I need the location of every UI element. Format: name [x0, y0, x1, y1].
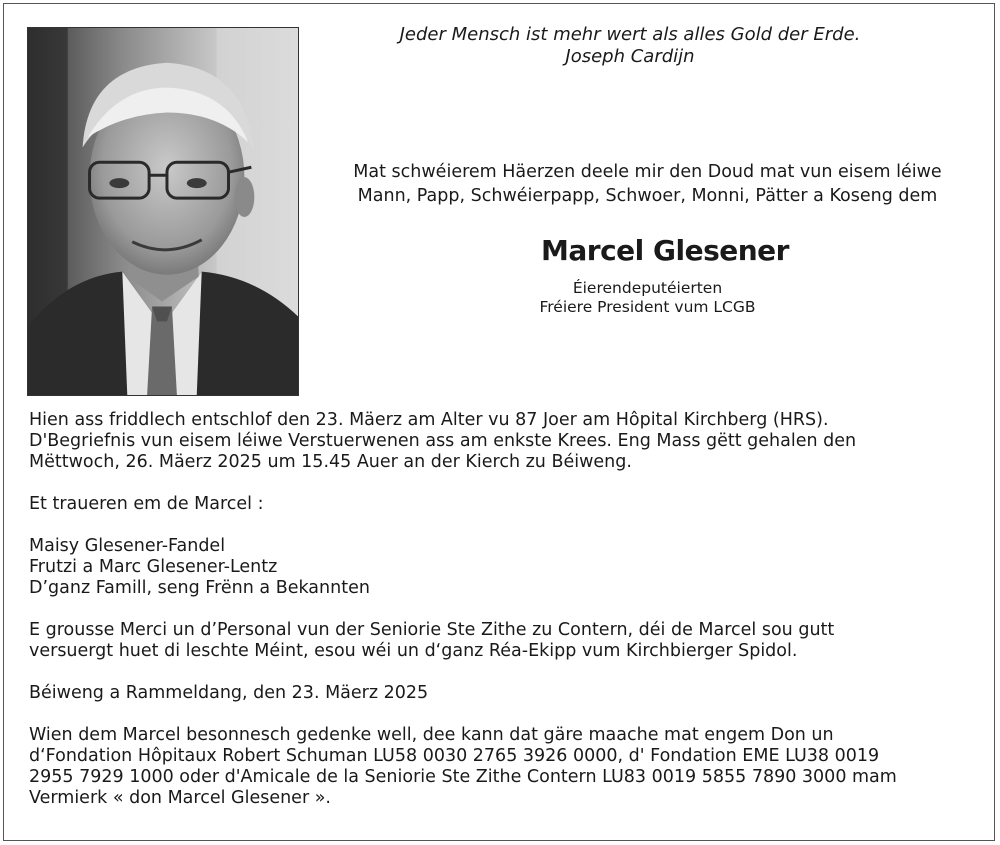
passing-line-1: Hien ass friddlech entschlof den 23. Mäerz am Alter vu 87 Joer am Hôpital Kirchberg (HRS).	[29, 410, 829, 430]
donation-line-4: Vermierk « don Marcel Glesener ».	[29, 788, 331, 808]
spacer	[29, 515, 989, 536]
intro-block	[300, 160, 995, 208]
passing-line-2: D'Begriefnis vun eisem léiwe Verstuerwenen ass am enkste Krees. Eng Mass gëtt gehalen den	[29, 431, 857, 451]
portrait-photo	[27, 27, 299, 396]
title-line-1: Éierendeputéierten	[572, 279, 723, 297]
spacer	[29, 473, 989, 494]
quote-block	[330, 24, 930, 68]
quote-author: Joseph Cardijn	[565, 46, 695, 67]
mourner-2: Frutzi a Marc Glesener-Lentz	[29, 557, 278, 577]
mourners-intro: Et traueren em de Marcel :	[29, 494, 264, 514]
spacer	[29, 704, 989, 725]
thanks-line-1: E grousse Merci un d’Personal vun der Seniorie Ste Zithe zu Contern, déi de Marcel sou gutt	[29, 620, 835, 640]
portrait-icon	[28, 28, 298, 395]
mourner-1: Maisy Glesener-Fandel	[29, 536, 226, 556]
deceased-titles	[300, 279, 995, 317]
passing-line-3: Mëttwoch, 26. Mäerz 2025 um 15.45 Auer an der Kierch zu Béiweng.	[29, 452, 632, 472]
intro-line-1: Mat schwéierem Häerzen deele mir den Doud mat vun eisem léiwe	[353, 162, 942, 182]
quote-text: Jeder Mensch ist mehr wert als alles Gold der Erde.	[399, 24, 861, 45]
place-date: Béiweng a Rammeldang, den 23. Mäerz 2025	[29, 683, 429, 703]
spacer	[29, 662, 989, 683]
intro-line-2: Mann, Papp, Schwéierpapp, Schwoer, Monni, Pätter a Koseng dem	[357, 186, 938, 206]
title-line-2: Fréiere President vum LCGB	[539, 298, 756, 316]
donation-line-1: Wien dem Marcel besonnesch gedenke well, dee kann dat gäre maache mat engem Don un	[29, 725, 834, 745]
mourner-3: D’ganz Famill, seng Frënn a Bekannten	[29, 578, 370, 598]
donation-line-3: 2955 7929 1000 oder d'Amicale de la Seniorie Ste Zithe Contern LU83 0019 5855 7890 3000 mam	[29, 767, 897, 787]
spacer	[29, 599, 989, 620]
donation-line-2: d‘Fondation Hôpitaux Robert Schuman LU58 0030 2765 3926 0000, d' Fondation EME LU38 0019	[29, 746, 880, 766]
notice-body	[29, 410, 989, 809]
deceased-name: Marcel Glesener	[541, 234, 789, 267]
thanks-line-2: versuergt huet di leschte Méint, esou wéi un d‘ganz Réa-Ekipp vum Kirchbierger Spidol.	[29, 641, 798, 661]
